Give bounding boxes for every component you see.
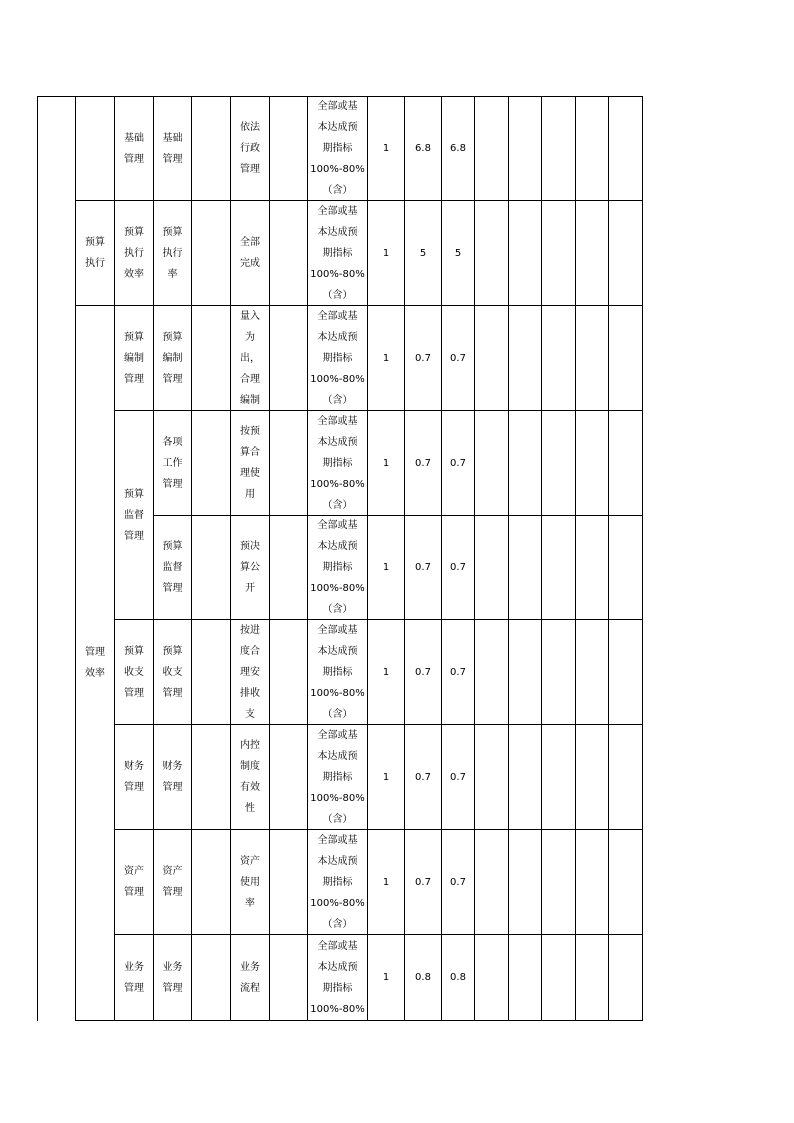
row5-std: 全部或基 本达成预 期指标 100%-80% （含） (310, 520, 365, 615)
col-rule-14 (575, 96, 576, 1021)
row2-score: 5 (419, 247, 427, 259)
row1-score: 6.8 (415, 143, 431, 154)
rule-bottom (75, 1020, 643, 1021)
row4-score: 0.7 (415, 457, 431, 469)
col-rule-6 (269, 96, 270, 1021)
row4-actual: 0.7 (450, 457, 466, 469)
row4-c5: 按预 算合 理使 用 (240, 426, 260, 500)
col-rule-16 (642, 96, 643, 1021)
col-rule-12 (508, 96, 509, 1021)
row7-score: 0.7 (415, 771, 431, 783)
row1-std: 全部或基 本达成预 期指标 100%-80% （含） (310, 101, 365, 196)
row6-c5: 按进 度合 理安 排收 支 (240, 624, 260, 720)
col-rule-13 (541, 96, 542, 1021)
row6-std: 全部或基 本达成预 期指标 100%-80% （含） (310, 624, 365, 720)
row8-c5: 资产 使用 率 (240, 855, 260, 909)
row8-score: 0.7 (415, 876, 431, 888)
row5-c3: 预算 监督 管理 (162, 541, 183, 594)
row2-c3: 预算 执行 率 (162, 226, 183, 280)
row4-c3: 各项 工作 管理 (162, 436, 183, 490)
row8-c2: 资产 管理 (124, 866, 144, 898)
group-budget-exec: 预算 执行 (85, 237, 105, 269)
row6-weight: 1 (382, 666, 390, 678)
row9-std: 全部或基 本达成预 期指标 100%-80% (310, 940, 365, 1015)
row8-actual: 0.7 (450, 876, 466, 888)
row5-c5: 预决 算公 开 (240, 541, 260, 594)
row6-c3: 预算 收支 管理 (162, 645, 183, 699)
row4-weight: 1 (382, 457, 390, 469)
row1-c5: 依法 行政 管理 (240, 122, 260, 175)
row4-c2: 预算 监督 管理 (124, 488, 144, 542)
row6-actual: 0.7 (450, 666, 466, 678)
row7-c3: 财务 管理 (162, 761, 183, 793)
row3-c2: 预算 编制 管理 (124, 331, 144, 385)
row9-actual: 0.8 (450, 972, 466, 983)
row8-weight: 1 (382, 876, 390, 888)
row7-weight: 1 (382, 771, 390, 783)
row4-std: 全部或基 本达成预 期指标 100%-80% （含） (310, 415, 365, 511)
col-rule-0 (37, 96, 38, 1021)
row6-score: 0.7 (415, 666, 431, 678)
row3-weight: 1 (382, 352, 390, 364)
row3-actual: 0.7 (450, 352, 466, 364)
row8-std: 全部或基 本达成预 期指标 100%-80% （含） (310, 834, 365, 930)
row2-c5: 全部 完成 (240, 237, 260, 269)
row5-score: 0.7 (415, 562, 431, 573)
row9-weight: 1 (382, 972, 390, 983)
row1-c3: 基础 管理 (162, 132, 183, 165)
row2-actual: 5 (454, 247, 462, 259)
row3-c5: 量入 为 出， 合理 编制 (240, 310, 260, 406)
row2-weight: 1 (382, 247, 390, 259)
row5-actual: 0.7 (450, 562, 466, 573)
group-mgmt-eff: 管理 效率 (85, 647, 105, 679)
row7-actual: 0.7 (450, 771, 466, 783)
row1-actual: 6.8 (450, 143, 466, 154)
row3-std: 全部或基 本达成预 期指标 100%-80% （含） (310, 310, 365, 406)
col-rule-11 (474, 96, 475, 1021)
row3-score: 0.7 (415, 352, 431, 364)
row9-c5: 业务 流程 (240, 961, 260, 994)
row3-c3: 预算 编制 管理 (162, 331, 183, 385)
row2-c2: 预算 执行 效率 (124, 226, 144, 280)
row2-std: 全部或基 本达成预 期指标 100%-80% （含） (310, 205, 365, 301)
row9-c2: 业务 管理 (124, 961, 144, 994)
row7-c5: 内控 制度 有效 性 (240, 740, 260, 814)
row1-c2: 基础 管理 (124, 132, 144, 165)
col-rule-4 (191, 96, 192, 1021)
row9-c3: 业务 管理 (162, 961, 183, 994)
row6-c2: 预算 收支 管理 (124, 645, 144, 699)
row9-score: 0.8 (415, 972, 431, 983)
row7-c2: 财务 管理 (124, 761, 144, 793)
row1-weight: 1 (382, 143, 390, 154)
row7-std: 全部或基 本达成预 期指标 100%-80% （含） (310, 729, 365, 825)
row8-c3: 资产 管理 (162, 866, 183, 898)
row5-weight: 1 (382, 562, 390, 573)
col-rule-15 (608, 96, 609, 1021)
